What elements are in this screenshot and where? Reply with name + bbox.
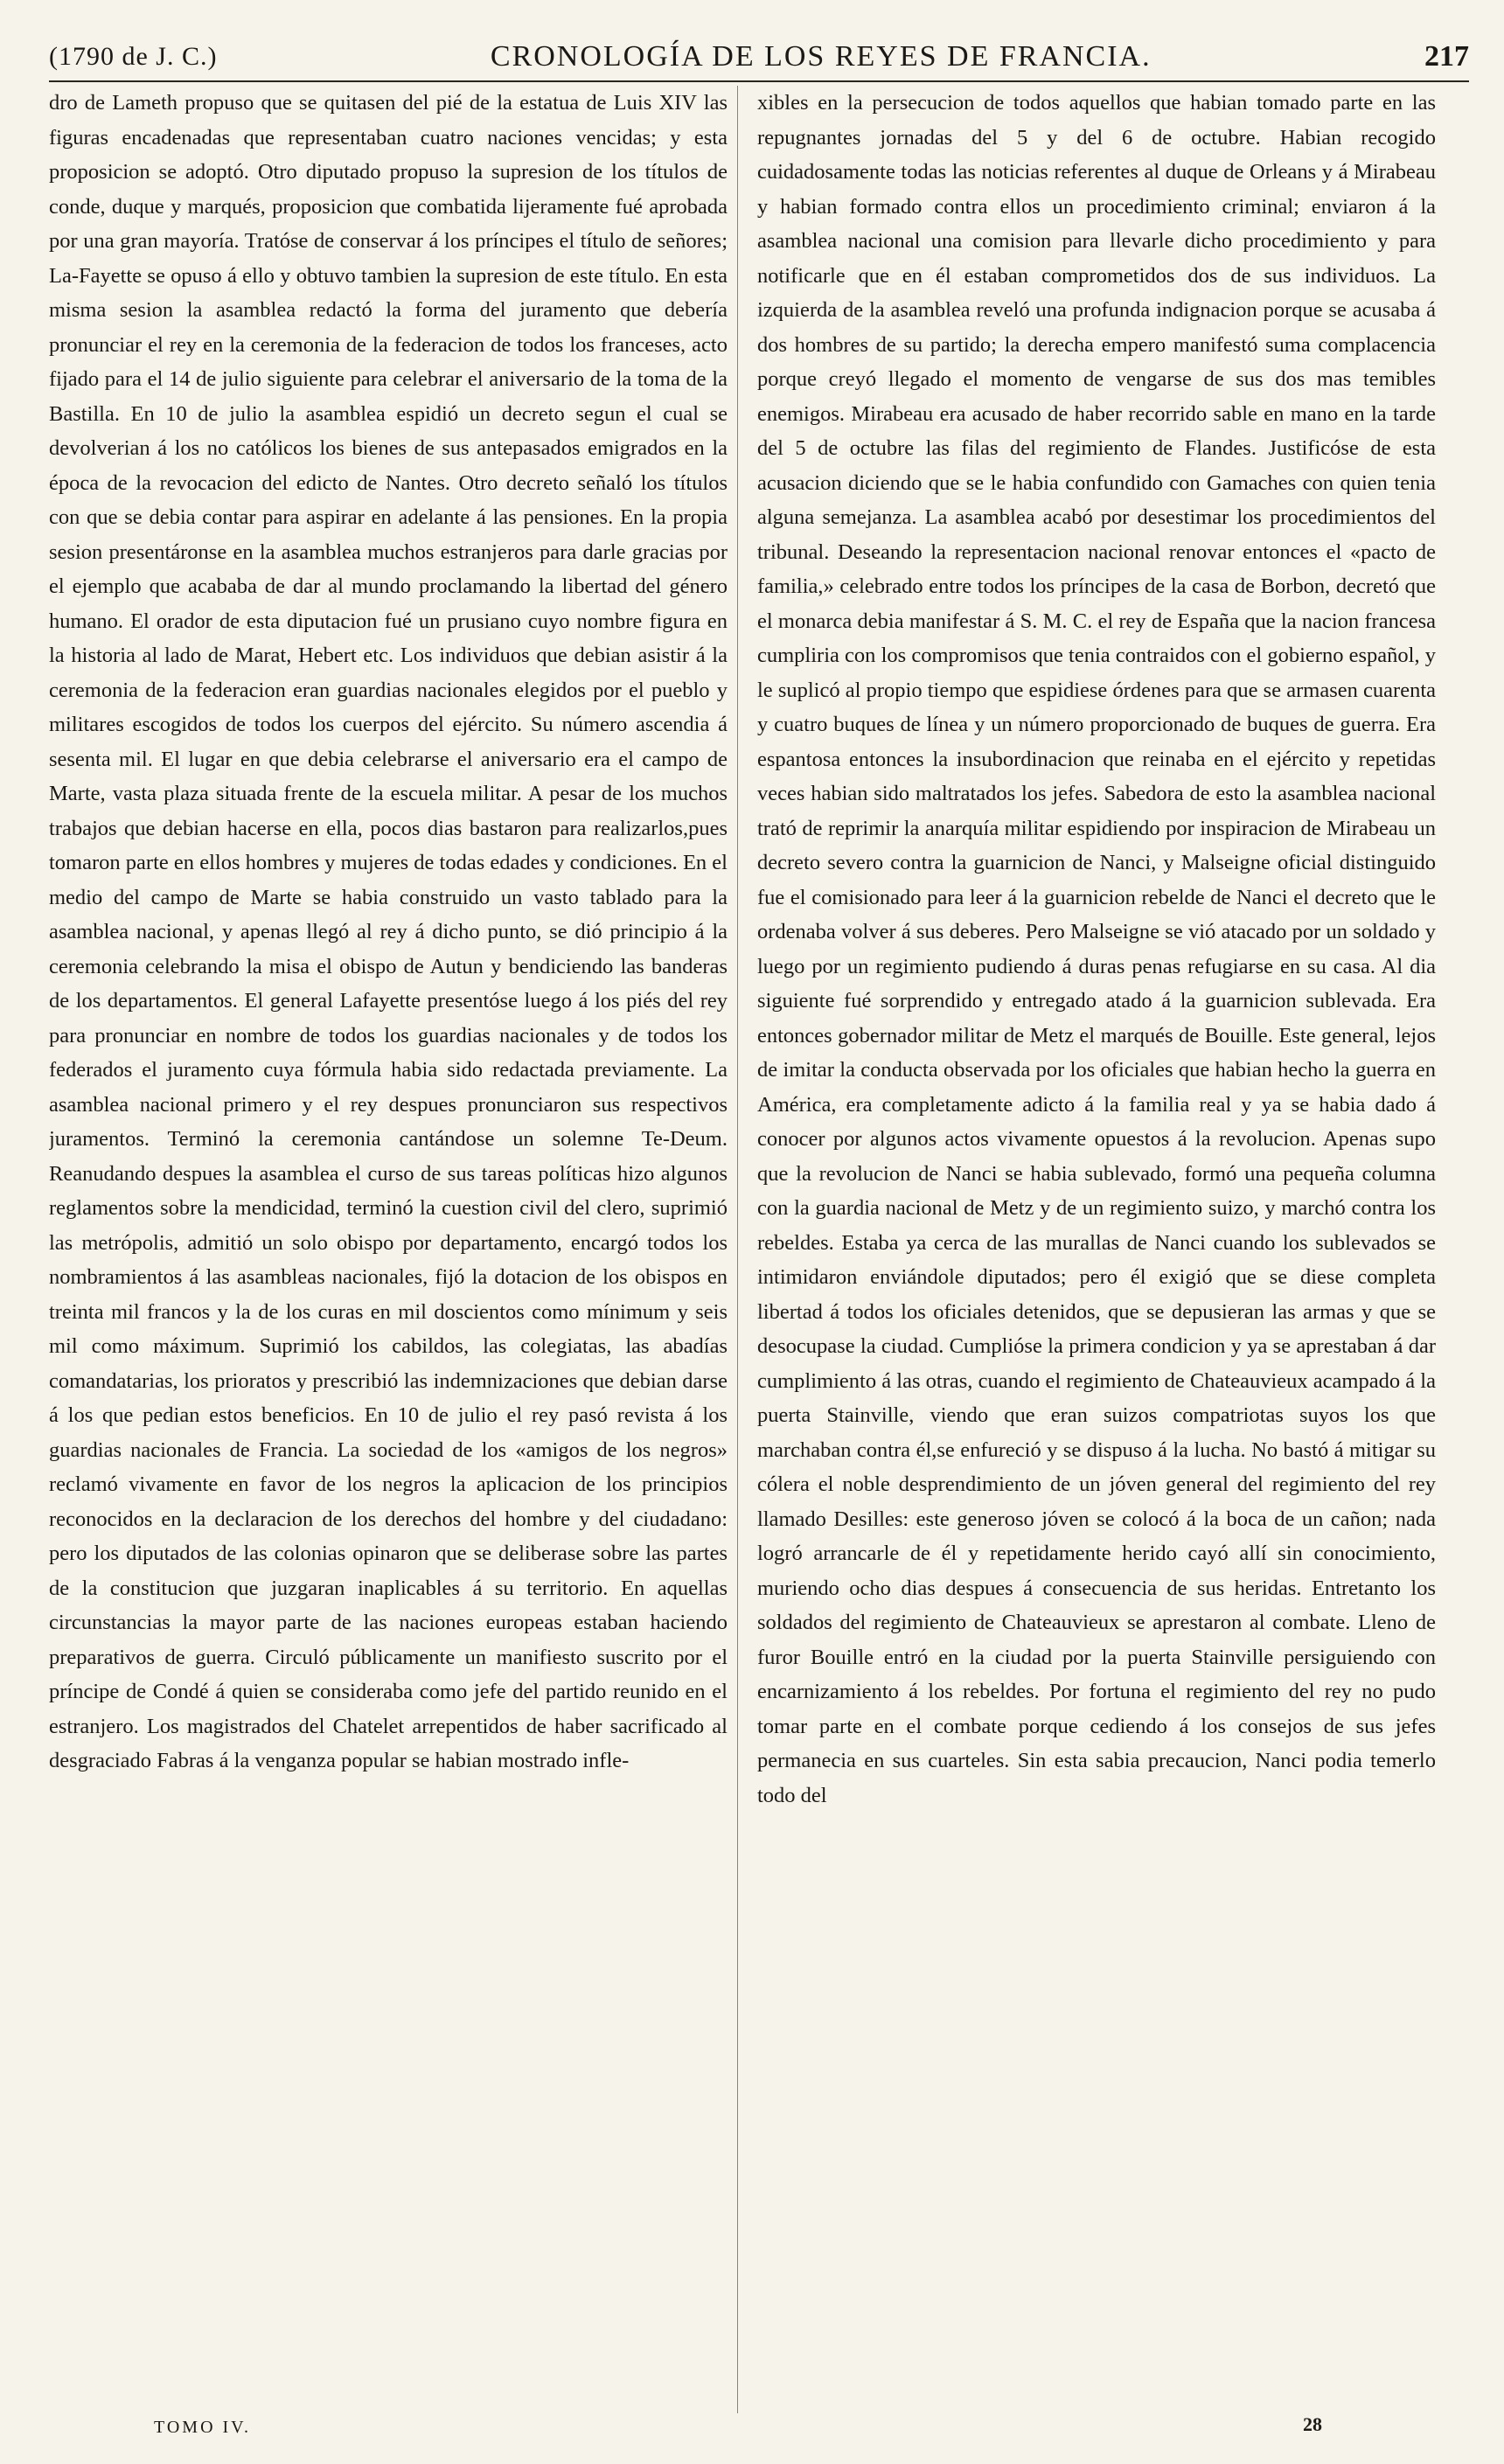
left-column-text: dro de Lameth propuso que se quitasen del pié de la estatua de Luis XIV las figuras encadenadas que representaban cuatro naciones vencidas; y esta proposicion se adoptó. Otro diputado propuso la supresion de los títulos de conde, duque y marqués, proposicion que combatida lijeramente fué aprobada por una gran mayoría. Tratóse de conservar á los príncipes el título de señores; La-Fayette se opuso á ello y obtuvo tambien la supresion de este título. En esta misma sesion la asamblea redactó la forma del juramento que debería pronunciar el rey en la ceremonia de la federacion de todos los franceses, acto fijado para el 14 de julio siguiente para celebrar el aniversario de la toma de la Bastilla. En 10 de julio la asamblea espidió un decreto segun el cual se devolverian á los no católicos los bienes de sus antepasados emigrados en la época de la revocacion del edicto de Nantes. Otro decreto señaló los títulos con que se debia contar para aspirar en adelante á las pensiones. En la propia sesion presentáronse en la asamblea muchos estranjeros para darle gracias por el ejemplo que acababa de dar al mundo proclamando la libertad del género humano. El orador de esta diputacion fué un prusiano cuyo nombre figura en la historia al lado de Marat, Hebert etc. Los individuos que debian asistir á la ceremonia de la federacion eran guardias nacionales elegidos por el pueblo y militares escogidos de todos los cuerpos del ejército. Su número ascendia á sesenta mil. El lugar en que debia celebrarse el aniversario era el campo de Marte, vasta plaza situada frente de la escuela militar. A pesar de los muchos trabajos que debian hacerse en ella, pocos dias bastaron para realizarlos,pues tomaron parte en ellos hombres y mujeres de todas edades y condiciones. En el medio del campo de Marte se habia construido un vasto tablado para la asamblea nacional, y apenas llegó al rey á dicho punto, se dió principio á la ceremonia celebrando la misa el obispo de Autun y bendiciendo las banderas de los departamentos. El general Lafayette presentóse luego á los piés del rey para pronunciar en nombre de todos los guardias nacionales y de todos los federados el juramento cuya fórmula habia sido redactada previamente. La asamblea nacional primero y el rey despues pronunciaron sus respectivos juramentos. Terminó la ceremonia cantándose un solemne Te-Deum. Reanudando despues la asamblea el curso de sus tareas políticas hizo algunos reglamentos sobre la mendicidad, terminó la cuestion civil del clero, suprimió las metrópolis, admitió un solo obispo por departamento, encargó todos los nombramientos á las asambleas nacionales, fijó la dotacion de los obispos en treinta mil francos y la de los curas en mil doscientos como mínimum y seis mil como máximum. Suprimió los cabildos, las colegiatas, las abadías comandatarias, los prioratos y prescribió las indemnizaciones que debian darse á los que pedian estos beneficios. En 10 de julio el rey pasó revista á los guardias nacionales de Francia. La sociedad de los «amigos de los negros» reclamó vivamente en favor de los negros la aplicacion de los principios reconocidos en la declaracion de los derechos del hombre y del ciudadano: pero los diputados de las colonias opinaron que se deliberase sobre las partes de la constitucion que juzgaran inaplicables á su territorio. En aquellas circunstancias la mayor parte de las naciones europeas estaban haciendo preparativos de guerra. Circuló públicamente un manifiesto suscrito por el príncipe de Condé á quien se consideraba como jefe del partido reunido en el estranjero. Los magistrados del Chatelet arrepentidos de haber sacrificado al desgraciado Fabras á la venganza popular se habian mostrado infle- xyxy=(49,91,728,1772)
right-column xyxy=(757,86,1436,2412)
header-title: CRONOLOGÍA DE LOS REYES DE FRANCIA. xyxy=(490,40,1152,73)
right-column-text: xibles en la persecucion de todos aquellos que habian tomado parte en las repugnantes jornadas del 5 y del 6 de octubre. Habian recogido cuidadosamente todas las noticias referentes al duque de Orleans y á Mirabeau y habian formado contra ellos un procedimiento criminal; enviaron á la asamblea nacional una comision para llevarle dicho procedimiento y para notificarle que en él estaban comprometidos dos de sus individuos. La izquierda de la asamblea reveló una profunda indignacion porque se acusaba á dos hombres de su partido; la derecha empero manifestó suma complacencia porque creyó llegado el momento de vengarse de sus dos mas temibles enemigos. Mirabeau era acusado de haber recorrido sable en mano en la tarde del 5 de octubre las filas del regimiento de Flandes. Justificóse de esta acusacion diciendo que se le habia confundido con Gamaches con quien tenia alguna semejanza. La asamblea acabó por desestimar los procedimientos del tribunal. Deseando la representacion nacional renovar entonces el «pacto de familia,» celebrado entre todos los príncipes de la casa de Borbon, decretó que el monarca debia manifestar á S. M. C. el rey de España que la nacion francesa cumpliria con los compromisos que tenia contraidos con el gobierno español, y le suplicó al propio tiempo que espidiese órdenes para que se armasen cuarenta y cuatro buques de línea y un número proporcionado de buques de guerra. Era espantosa entonces la insubordinacion que reinaba en el ejército y repetidas veces habian sido maltratados los jefes. Sabedora de esto la asamblea nacional trató de reprimir la anarquía militar espidiendo por inspiracion de Mirabeau un decreto severo contra la guarnicion de Nanci, y Malseigne oficial distinguido fue el comisionado para leer á la guarnicion rebelde de Nanci el decreto que le ordenaba volver á sus deberes. Pero Malseigne se vió atacado por un soldado y luego por un regimiento pudiendo á duras penas refugiarse en su casa. Al dia siguiente fué sorprendido y entregado atado á la guarnicion sublevada. Era entonces gobernador militar de Metz el marqués de Bouille. Este general, lejos de imitar la conducta observada por los oficiales que habian hecho la guerra en América, era completamente adicto á la familia real y ya se habia dado á conocer por algunos actos vivamente opuestos á la revolucion. Apenas supo que la revolucion de Nanci se habia sublevado, formó una pequeña columna con la guardia nacional de Metz y de un regimiento suizo, y marchó contra los rebeldes. Estaba ya cerca de las murallas de Nanci cuando los sublevados se intimidaron enviándole diputados; pero él exigió que se diese completa libertad á todos los oficiales detenidos, que se depusieran las armas y que se desocupase la ciudad. Cumplióse la primera condicion y ya se aprestaban á dar cumplimiento á las otras, cuando el regimiento de Chateauvieux acampado á la puerta Stainville, viendo que eran suizos compatriotas suyos los que marchaban contra él,se enfureció y se dispuso á la lucha. No bastó á mitigar su cólera el noble desprendimiento de un jóven general del regimiento del rey llamado Desilles: este generoso jóven se colocó á la boca de un cañon; nada logró arrancarle de él y repetidamente herido cayó allí sin conocimiento, muriendo ocho dias despues á consecuencia de sus heridas. Entretanto los soldados del regimiento de Chateauvieux se aprestaron al combate. Lleno de furor Bouille entró en la ciudad por la puerta Stainville persiguiendo con encarnizamiento á los rebeldes. Por fortuna el regimiento del rey no pudo tomar parte en el combate porque cediendo á los consejos de sus jefes permanecia en sus cuarteles. Sin esta sabia precaucion, Nanci podia temerlo todo del xyxy=(757,91,1436,1807)
left-column xyxy=(49,86,728,2412)
volume-label: TOMO IV. xyxy=(154,2418,252,2437)
header-date: (1790 de J. C.) xyxy=(49,42,218,71)
signature-mark: 28 xyxy=(1303,2413,1322,2435)
page-number: 217 xyxy=(1424,40,1469,73)
header-rule xyxy=(49,80,1469,82)
running-header xyxy=(49,37,1469,77)
column-divider xyxy=(737,86,738,2413)
